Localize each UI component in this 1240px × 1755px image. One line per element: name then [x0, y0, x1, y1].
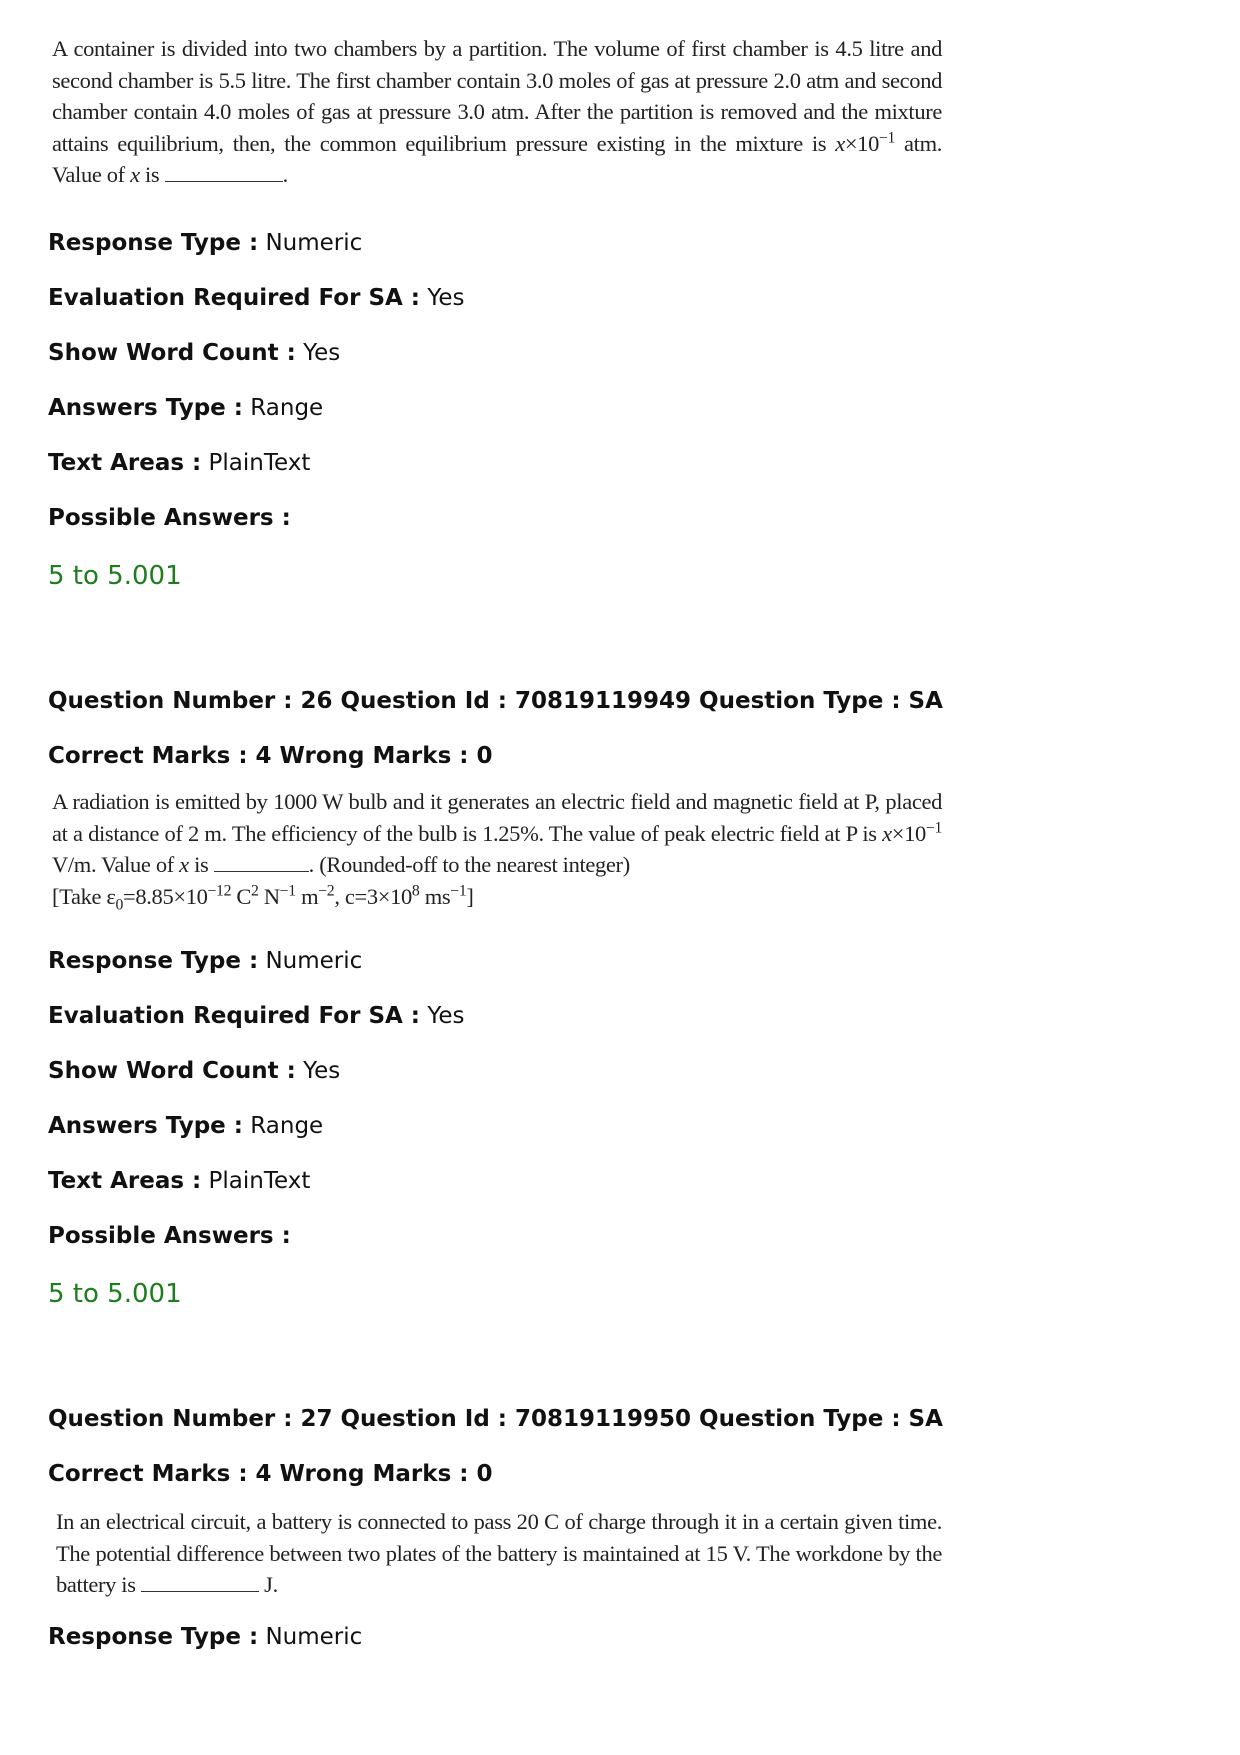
- possible-answer-value: 5 to 5.001: [48, 1279, 182, 1309]
- question-text-part: .: [282, 162, 288, 187]
- variable-x: x: [882, 820, 892, 846]
- question-text-part: is: [139, 162, 165, 187]
- text-areas-row: [48, 1166, 310, 1196]
- question-26-marks: Correct Marks : 4 Wrong Marks : 0: [48, 743, 493, 769]
- exponent: −12: [207, 882, 232, 899]
- text-areas-label: Text Areas :: [48, 450, 202, 476]
- exponent: 2: [251, 882, 259, 899]
- exponent: −1: [878, 129, 896, 146]
- question-text-part: In an electrical circuit, a battery is connected to pass 20 C of charge through it in a certain given time. The potential difference between two plates of the battery is maintained at 15 V. The workdone by the battery is: [56, 1509, 942, 1597]
- text-areas-value: PlainText: [208, 1168, 311, 1194]
- word-count-row: [48, 1056, 340, 1086]
- answers-type-value: Range: [250, 395, 324, 421]
- question-25-text: [52, 33, 942, 191]
- possible-answer-value: 5 to 5.001: [48, 561, 182, 591]
- evaluation-label: Evaluation Required For SA :: [48, 285, 421, 311]
- text-areas-label: Text Areas :: [48, 1168, 202, 1194]
- constants-part: =8.85×10: [123, 883, 208, 909]
- response-type-row: [48, 1622, 362, 1652]
- word-count-value: Yes: [303, 340, 341, 366]
- question-27-marks: Correct Marks : 4 Wrong Marks : 0: [48, 1461, 493, 1487]
- answer-blank: [214, 871, 309, 872]
- evaluation-row: [48, 1001, 464, 1031]
- text-areas-row: [48, 448, 310, 478]
- subscript: 0: [115, 896, 124, 913]
- evaluation-label: Evaluation Required For SA :: [48, 1003, 421, 1029]
- response-type-row: [48, 228, 362, 258]
- variable-x: x: [179, 852, 189, 877]
- question-26-text: [52, 786, 942, 912]
- exponent: −1: [450, 882, 467, 899]
- question-text-part: J.: [258, 1572, 278, 1597]
- constants-part: ms: [419, 883, 451, 909]
- constants-part: N: [258, 883, 280, 909]
- question-text-part: A container is divided into two chambers by a partition. The volume of first chamber is 4.5 litre and second chamber is 5.5 litre. The first chamber contain 3.0 moles of gas at pressure 2.0 atm and second chamber contain 4.0 moles of gas at pressure 3.0 atm. After the partition is removed and the mixture attains equilibrium, then, the common equilibrium pressure existing in the mixture is: [52, 36, 942, 156]
- exponent: −2: [318, 882, 335, 899]
- question-text-part: atm. Value of: [52, 130, 942, 187]
- word-count-value: Yes: [303, 1058, 341, 1084]
- answer-blank: [141, 1591, 259, 1592]
- question-27-header: Question Number : 27 Question Id : 70819119950 Question Type : SA: [48, 1406, 943, 1432]
- possible-answers-row: [48, 1221, 291, 1251]
- question-text-part: V/m. Value of: [52, 852, 180, 877]
- constants-part: ]: [466, 883, 474, 909]
- possible-answers-label: Possible Answers :: [48, 1223, 291, 1249]
- response-type-label: Response Type :: [48, 1624, 259, 1650]
- response-type-value: Numeric: [265, 230, 363, 256]
- question-26-header: Question Number : 26 Question Id : 70819119949 Question Type : SA: [48, 688, 943, 714]
- constants-part: , c=3×10: [334, 883, 412, 909]
- question-text-part: is: [188, 852, 214, 877]
- exponent: −1: [279, 882, 296, 899]
- response-type-row: [48, 946, 362, 976]
- evaluation-value: Yes: [427, 285, 465, 311]
- word-count-label: Show Word Count :: [48, 340, 296, 366]
- answers-type-row: [48, 393, 323, 423]
- math-times-ten: ×10: [844, 130, 879, 156]
- evaluation-row: [48, 283, 464, 313]
- text-areas-value: PlainText: [208, 450, 311, 476]
- question-text-part: . (Rounded-off to the nearest integer): [308, 852, 630, 877]
- response-type-value: Numeric: [265, 948, 363, 974]
- possible-answers-row: [48, 503, 291, 533]
- constants-part: [Take ε: [52, 883, 116, 909]
- response-type-value: Numeric: [265, 1624, 363, 1650]
- variable-x: x: [130, 162, 140, 187]
- exponent: −1: [925, 819, 942, 836]
- constants-part: C: [231, 883, 252, 909]
- constants-part: m: [295, 883, 319, 909]
- answers-type-row: [48, 1111, 323, 1141]
- answers-type-label: Answers Type :: [48, 395, 243, 421]
- response-type-label: Response Type :: [48, 948, 259, 974]
- question-text-part: A radiation is emitted by 1000 W bulb and it generates an electric field and magnetic field at P, placed at a distance of 2 m. The efficiency of the bulb is 1.25%. The value of peak electric field at P is: [52, 789, 942, 846]
- exponent: 8: [411, 882, 420, 899]
- word-count-row: [48, 338, 340, 368]
- evaluation-value: Yes: [427, 1003, 465, 1029]
- answers-type-value: Range: [250, 1113, 324, 1139]
- answers-type-label: Answers Type :: [48, 1113, 243, 1139]
- response-type-label: Response Type :: [48, 230, 259, 256]
- question-27-text: [56, 1506, 942, 1601]
- possible-answers-label: Possible Answers :: [48, 505, 291, 531]
- word-count-label: Show Word Count :: [48, 1058, 296, 1084]
- math-times-ten: ×10: [891, 820, 926, 846]
- variable-x: x: [835, 130, 845, 156]
- answer-blank: [165, 181, 283, 182]
